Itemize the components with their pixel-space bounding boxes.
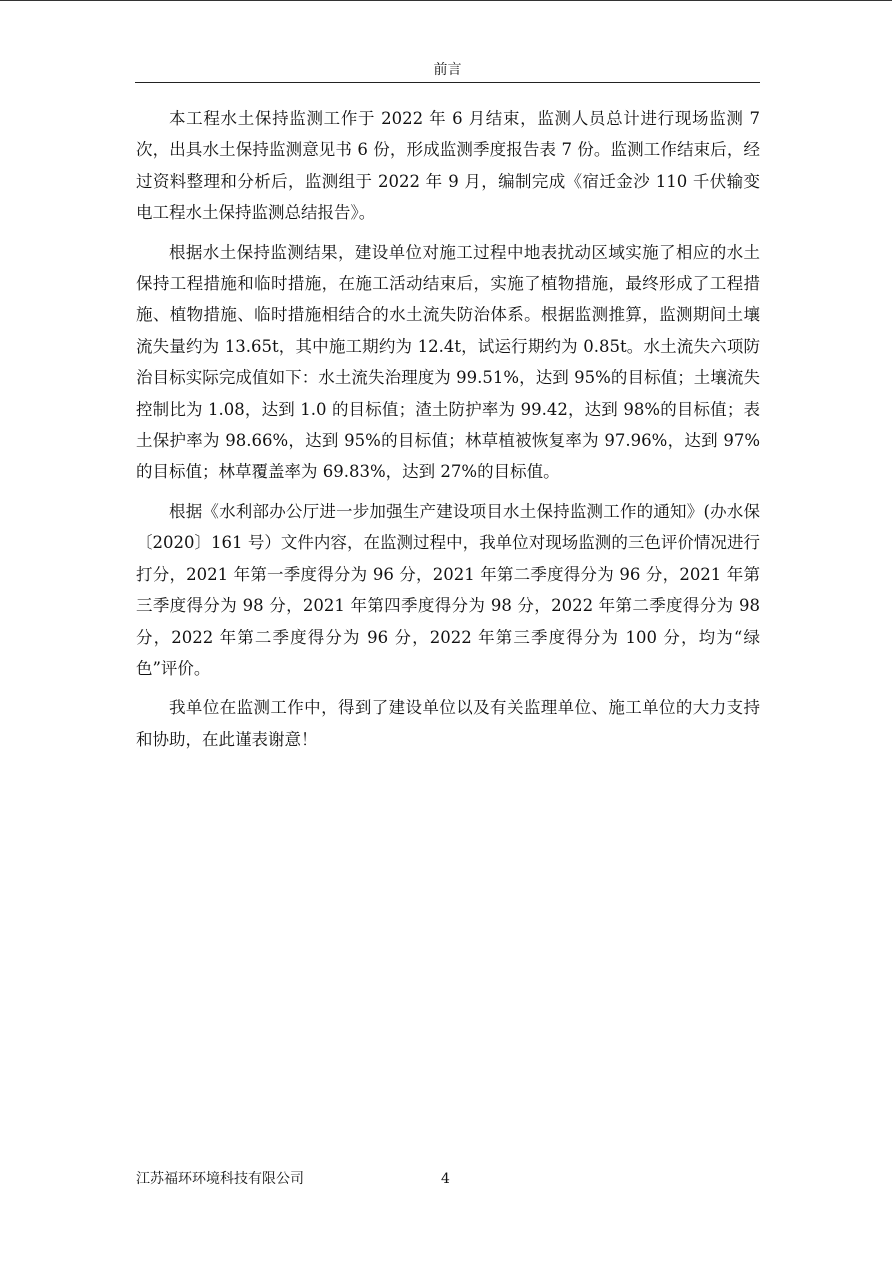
document-body [136, 103, 760, 755]
paragraph-three-color-evaluation: 根据《水利部办公厅进一步加强生产建设项目水土保持监测工作的通知》(办水保〔2020〕161 号）文件内容，在监测过程中，我单位对现场监测的三色评价情况进行打分，2021 年第一季度得分为 96 分，2021 年第二季度得分为 96 分，2021 年第三季度得分为 98 分，2021 年第四季度得分为 98 分，2022 年第二季度得分为 98 分，2022 年第二季度得分为 96 分，2022 年第三季度得分为 100 分，均为“绿色”评价。 [136, 501, 760, 678]
footer-page-number: 4 [441, 1171, 450, 1187]
page-header [135, 60, 760, 83]
footer-company-name: 江苏福环环境科技有限公司 [136, 1171, 304, 1187]
page-footer [136, 1168, 760, 1190]
paragraph-monitoring-summary: 本工程水土保持监测工作于 2022 年 6 月结束，监测人员总计进行现场监测 7 次，出具水土保持监测意见书 6 份，形成监测季度报告表 7 份。监测工作结束后，经过资料整理和分析后，监测组于 2022 年 9 月，编制完成《宿迁金沙 110 千伏输变电工程水土保持监测总结报告》。 [136, 109, 760, 223]
paragraph-monitoring-results: 根据水土保持监测结果，建设单位对施工过程中地表扰动区域实施了相应的水土保持工程措施和临时措施，在施工活动结束后，实施了植物措施，最终形成了工程措施、植物措施、临时措施相结合的水土流失防治体系。根据监测推算，监测期间土壤流失量约为 13.65t，其中施工期约为 12.4t，试运行期约为 0.85t。水土流失六项防治目标实际完成值如下：水土流失治理度为 99.51%，达到 95%的目标值；土壤流失控制比为 1.08，达到 1.0 的目标值；渣土防护率为 99.42，达到 98%的目标值；表土保护率为 98.66%，达到 95%的目标值；林草植被恢复率为 97.96%，达到 97%的目标值；林草覆盖率为 69.83%，达到 27%的目标值。 [136, 242, 760, 482]
paragraph-acknowledgement: 我单位在监测工作中，得到了建设单位以及有关监理单位、施工单位的大力支持和协助，在此谨表谢意！ [136, 698, 760, 749]
header-section-title: 前言 [433, 62, 462, 78]
page-top-border [0, 0, 892, 1]
